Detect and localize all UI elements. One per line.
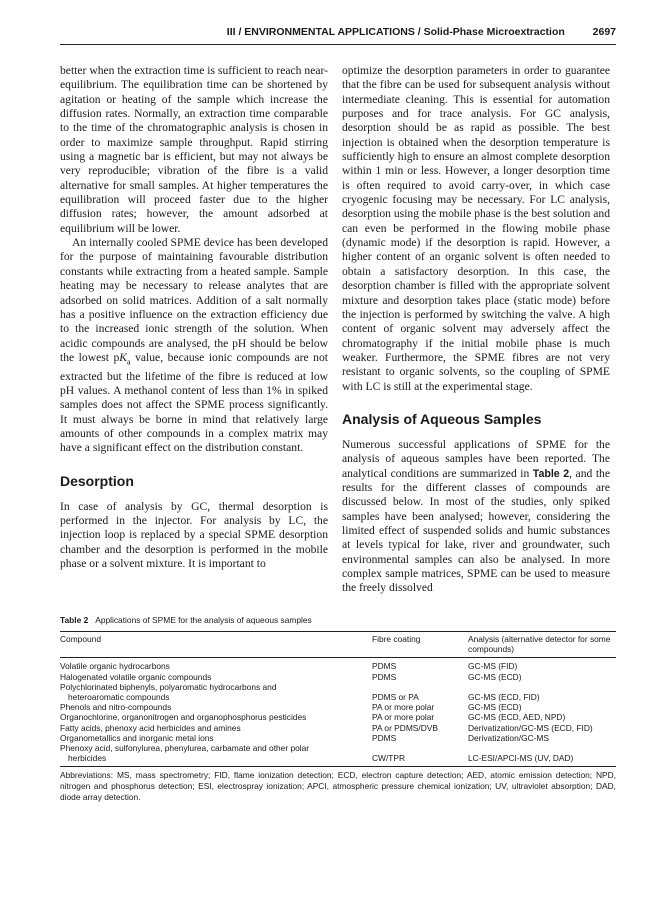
right-column — [342, 64, 610, 596]
table-abbreviations: Abbreviations: MS, mass spectrometry; FID, flame ionization detection; ECD, electron capture detection; AED, atomic emission detection; NPD, nitrogen and phosphorus detection; ESI, electrospray ionization; APCI, atmospheric pressure chemical ionization; UV, ultraviolet absorption; DAD, diode array detection. — [60, 770, 616, 803]
page-number: 2697 — [592, 26, 616, 38]
table-reference: Table 2 — [532, 467, 570, 480]
cell-fibre: PA or more polar — [372, 702, 435, 713]
cell-fibre: CW/TPR — [372, 753, 406, 764]
running-header — [60, 26, 616, 42]
column-header-fibre: Fibre coating — [372, 634, 421, 644]
table-row — [60, 733, 616, 743]
cell-compound: Volatile organic hydrocarbons — [60, 661, 170, 672]
left-paragraph-1: better when the extraction time is sufficient to reach near-equilibrium. The equilibration time can be shortened by agitation or heating of the sample which increase the diffusion rates. Normally, an extraction time comparable to the time of the chromatographic analysis is chosen in order to maximize sample throughput. Rapid stirring using a magnetic bar is efficient, but may not always be very reproducible; vibration of the fibre is a valid alternative for small samples. At higher temperatures the equilibration will proceed faster due to the higher diffusion rates; however, the amount adsorbed at equilibrium will be lower. — [60, 64, 328, 235]
cell-compound: Phenols and nitro-compounds — [60, 702, 172, 713]
left-column — [60, 64, 328, 571]
header-rule — [60, 44, 616, 45]
cell-analysis: LC-ESI/APCI-MS (UV, DAD) — [468, 753, 574, 764]
running-title: III / ENVIRONMENTAL APPLICATIONS / Solid-Phase Microextraction — [226, 26, 565, 38]
cell-analysis — [468, 743, 616, 753]
table-row — [60, 658, 616, 672]
left-paragraph-3: In case of analysis by GC, thermal desorption is performed in the injector. For analysis by LC, the injection loop is replaced by a special SPME desorption chamber and the desorption is performed in the mobile phase or a solvent mixture. It is important to — [60, 499, 328, 570]
table-row — [60, 712, 616, 722]
table-row — [60, 702, 616, 712]
cell-analysis: GC-MS (ECD) — [468, 671, 522, 682]
cell-compound: Organometallics and inorganic metal ions — [60, 732, 214, 743]
pka-symbol: K — [119, 350, 128, 364]
table-caption — [60, 615, 616, 626]
column-header-analysis: Analysis (alternative detector for some compounds) — [468, 634, 611, 655]
cell-fibre: PDMS — [372, 671, 397, 682]
cell-compound: Fatty acids, phenoxy acid herbicides and amines — [60, 722, 241, 733]
table-2 — [60, 615, 616, 803]
cell-fibre — [372, 743, 468, 753]
pka-subscript: a — [127, 357, 131, 367]
table-caption-text: Applications of SPME for the analysis of aqueous samples — [95, 615, 312, 625]
cell-fibre: PA or PDMS/DVB — [372, 722, 438, 733]
cell-compound: herbicides — [68, 753, 107, 764]
cell-analysis — [468, 682, 616, 692]
cell-analysis: GC-MS (ECD) — [468, 702, 522, 713]
cell-analysis: Derivatization/GC-MS (ECD, FID) — [468, 722, 593, 733]
aqueous-heading: Analysis of Aqueous Samples — [342, 410, 542, 427]
cell-compound: heteroaromatic compounds — [68, 692, 170, 703]
cell-analysis: GC-MS (ECD, AED, NPD) — [468, 712, 566, 723]
table-row — [60, 723, 616, 733]
left-paragraph-2 — [60, 236, 328, 455]
cell-compound: Halogenated volatile organic compounds — [60, 671, 212, 682]
para-text-b: , and the results for the different classes of compounds are discussed below. In most of the studies, only spiked samples have been analysed; however, considering the limited effect of suspended solids and humic substances at levels typical for lake, river and groundwater, such environmental samples can also be analysed. In more complex sample matrices, SPME can be used to measure the freely dissolved — [342, 466, 610, 595]
cell-fibre: PDMS — [372, 732, 397, 743]
table-body — [60, 632, 616, 766]
column-header-compound: Compound — [60, 634, 101, 644]
desorption-heading: Desorption — [60, 472, 134, 489]
table-row — [60, 743, 616, 753]
cell-analysis: GC-MS (FID) — [468, 661, 518, 672]
cell-analysis: GC-MS (ECD, FID) — [468, 692, 540, 703]
table-row — [60, 682, 616, 692]
cell-compound: Polychlorinated biphenyls, polyaromatic hydrocarbons and — [60, 681, 277, 692]
cell-fibre: PDMS — [372, 661, 397, 672]
para-text-a: Numerous successful applications of SPME for the analysis of aqueous samples have been reported. The analytical conditions are summarized in — [342, 437, 610, 480]
right-paragraph-2 — [342, 438, 610, 596]
cell-fibre — [372, 682, 468, 692]
cell-analysis: Derivatization/GC-MS — [468, 732, 549, 743]
para2-text-a: An internally cooled SPME device has been developed for the purpose of maintaining favourable distribution constants while extracting from a heated sample. Sample heating may be necessary to release analytes that are adsorbed on solid matrices. Addition of a salt normally has a positive influence on the extraction efficiency due to the increased ionic strength of the solution. When acidic compounds are analysed, the pH should be below the lowest p — [60, 236, 328, 364]
table-row — [60, 753, 616, 766]
right-paragraph-1: optimize the desorption parameters in order to guarantee that the fibre can be used for subsequent analysis without intermediate cleaning. This is essential for automation purposes and for trace analysis. For GC analysis, desorption should be as rapid as possible. The best injection is obtained when the desorption temperature is sufficiently high to ensure an almost complete desorption within 1 min or less. However, a longer desorption time is often required to avoid carry-over, in which case cryogenic focusing may be necessary. For LC analysis, desorption using the mobile phase is the best solution and can even be performed in the flowing mobile phase (dynamic mode) if the desorption is rapid. However, a higher content of an organic solvent is often needed to obtain a satisfactory desorption. In this case, the desorption chamber is filled with the appropriate solvent mixture and desorption takes place (static mode) before the injection is performed by switching the valve. A high content of organic solvent may adversely affect the chromatography if the initial mobile phase is much weaker. Furthermore, the SPME fibres are not very resistant to organic solvents, so the coupling of SPME with LC is still at the experimental stage. — [342, 64, 610, 393]
cell-fibre: PA or more polar — [372, 712, 435, 723]
cell-compound: Organochlorine, organonitrogen and organophosphorus pesticides — [60, 712, 307, 723]
table-row — [60, 692, 616, 702]
cell-compound: Phenoxy acid, sulfonylurea, phenylurea, carbamate and other polar — [60, 743, 310, 754]
para2-text-b: value, because ionic compounds are not extracted but the lifetime of the fibre is reduced at low pH values. A methanol content of less than 1% in spiked samples does not affect the SPME process significantly. It must always be borne in mind that relatively large amounts of other compounds in a complex matrix may have a significant effect on the distribution constant. — [60, 350, 328, 455]
cell-fibre: PDMS or PA — [372, 692, 419, 703]
table-header-row — [60, 632, 616, 658]
table-label: Table 2 — [60, 615, 89, 625]
table-row — [60, 672, 616, 682]
